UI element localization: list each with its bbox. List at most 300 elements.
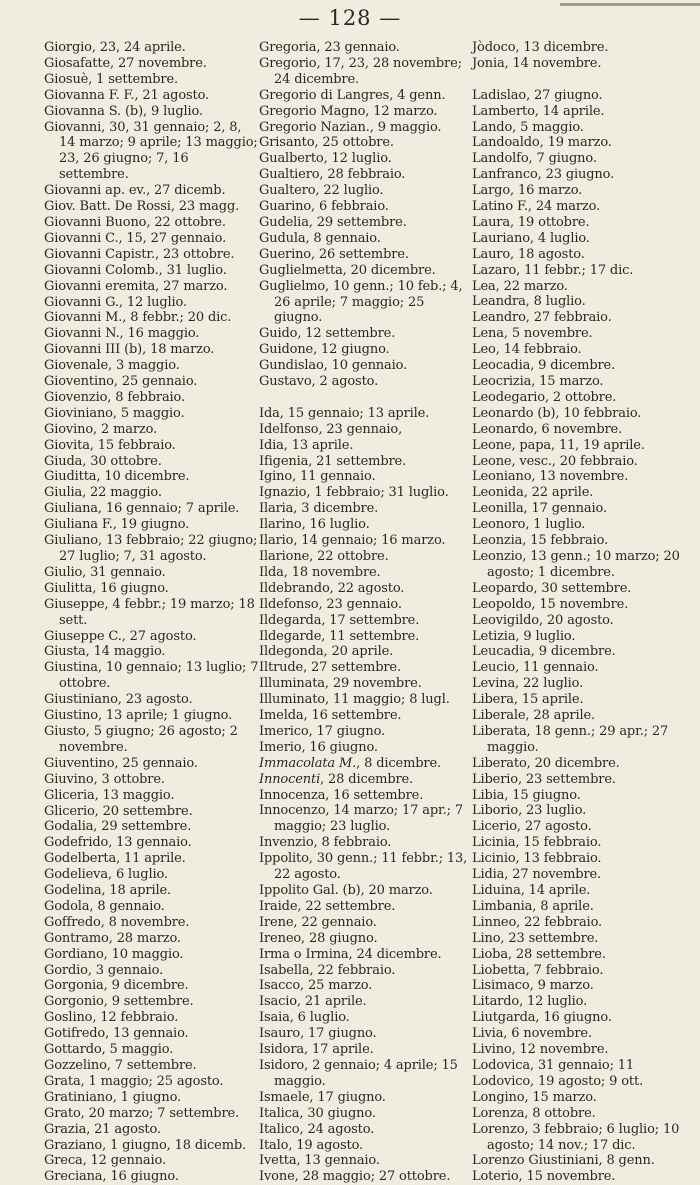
calendar-entry [259, 788, 472, 804]
calendar-entry [472, 231, 694, 247]
calendar-entry [44, 708, 259, 724]
entry-text: Libia, 15 giugno. [472, 787, 581, 803]
entry-text: Glicerio, 20 settembre. [44, 803, 193, 819]
entry-text: Lino, 23 settembre. [472, 930, 599, 946]
entry-text: Largo, 16 marzo. [472, 183, 583, 199]
entry-text: Leonilla, 17 gennaio. [472, 501, 607, 517]
calendar-entry [44, 978, 259, 994]
calendar-entry [472, 629, 694, 645]
calendar-entry [259, 279, 472, 327]
entry-italic-name: Innocenti [259, 771, 321, 787]
calendar-entry [44, 422, 259, 438]
calendar-entry [44, 1138, 259, 1154]
entry-text: Livia, 6 novembre. [472, 1026, 592, 1042]
entry-text: Lioba, 28 settembre. [472, 946, 606, 962]
entry-text: Giuliana, 16 gennaio; 7 aprile. [44, 501, 240, 517]
entry-text: Leucio, 11 gennaio. [472, 660, 599, 676]
entry-text: Ilaria, 3 dicembre. [259, 501, 379, 517]
entry-text: Giovino, 2 marzo. [44, 421, 158, 437]
entry-text: Giovanna F. F., 21 agosto. [44, 87, 210, 103]
calendar-entry [259, 565, 472, 581]
calendar-entry [259, 708, 472, 724]
entry-text: Ismaele, 17 giugno. [259, 1089, 386, 1105]
entry-text: Gustavo, 2 agosto. [259, 374, 379, 390]
calendar-entry [472, 947, 694, 963]
calendar-entry [472, 1106, 694, 1122]
calendar-entry [44, 517, 259, 533]
entry-text: Lena, 5 novembre. [472, 326, 593, 342]
entry-text: Levina, 22 luglio. [472, 676, 584, 692]
calendar-entry [472, 310, 694, 326]
entry-text: Lorenzo, 3 febbraio; 6 luglio; 10 agosto; 14 nov.; 17 dic. [472, 1121, 680, 1153]
entry-text: Licinio, 13 febbraio. [472, 851, 602, 867]
entry-text: Licerio, 27 agosto. [472, 819, 592, 835]
entry-text: Greca, 12 gennaio. [44, 1153, 166, 1169]
entry-text: Ildegarde, 11 settembre. [259, 628, 420, 644]
column-3 [472, 40, 694, 1185]
entry-text: Godelina, 18 aprile. [44, 883, 172, 899]
entry-text: Lazaro, 11 febbr.; 17 dic. [472, 262, 634, 278]
entry-text: Giuda, 30 ottobre. [44, 453, 162, 469]
calendar-entry [44, 851, 259, 867]
entry-text: Leandro, 27 febbraio. [472, 310, 612, 326]
calendar-entry [472, 469, 694, 485]
entry-text: Longino, 15 marzo. [472, 1089, 597, 1105]
entry-text: Lea, 22 marzo. [472, 278, 568, 294]
calendar-entry [472, 581, 694, 597]
calendar-entry [44, 72, 259, 88]
entry-text: Giovanni, 30, 31 gennaio; 2, 8, 14 marzo; 9 aprile; 13 maggio; 23, 26 giugno; 7, 16 settembre. [44, 119, 258, 183]
entry-text: Gratiniano, 1 giugno. [44, 1089, 182, 1105]
calendar-entry [472, 978, 694, 994]
entry-text: Isidora, 17 aprile. [259, 1042, 374, 1058]
entry-text: Lodovica, 31 gennaio; 11 [472, 1057, 635, 1073]
calendar-entry [259, 151, 472, 167]
calendar-entry [259, 167, 472, 183]
entry-text: Grata, 1 maggio; 25 agosto. [44, 1073, 224, 1089]
calendar-entry [44, 1106, 259, 1122]
entry-text: Idelfonso, 23 gennaio, [259, 421, 403, 437]
calendar-entry [472, 899, 694, 915]
calendar-entry [44, 835, 259, 851]
calendar-entry [259, 851, 472, 883]
calendar-entry [259, 1010, 472, 1026]
calendar-entry [259, 994, 472, 1010]
entry-text: Ildegarda, 17 settembre. [259, 612, 420, 628]
entry-text: Guglielmo, 10 genn.; 10 feb.; 4, 26 aprile; 7 maggio; 25 giugno. [259, 278, 463, 326]
calendar-entry [259, 1138, 472, 1154]
entry-text: Gotifredo, 13 gennaio. [44, 1026, 189, 1042]
entry-text: Giovanni G., 12 luglio. [44, 294, 187, 310]
entry-text: Iltrude, 27 settembre. [259, 660, 401, 676]
entry-text: Giuvino, 3 ottobre. [44, 771, 165, 787]
calendar-entry [472, 915, 694, 931]
entry-text: Leone, papa, 11, 19 aprile. [472, 437, 645, 453]
entry-text: Lauro, 18 agosto. [472, 246, 585, 262]
entry-text: Giusta, 14 maggio. [44, 644, 166, 660]
calendar-entry [259, 1106, 472, 1122]
calendar-entry [259, 931, 472, 947]
calendar-entry [472, 788, 694, 804]
calendar-entry [44, 358, 259, 374]
entry-text: Giustina, 10 gennaio; 13 luglio; 7 ottobre. [44, 660, 259, 692]
calendar-entry [44, 947, 259, 963]
entry-text: Ivone, 28 maggio; 27 ottobre. [259, 1169, 451, 1185]
calendar-entry [472, 1169, 694, 1185]
entry-text: Livino, 12 novembre. [472, 1042, 609, 1058]
calendar-entry [472, 151, 694, 167]
calendar-entry [259, 422, 472, 438]
calendar-entry [472, 406, 694, 422]
calendar-entry [44, 883, 259, 899]
entry-text: Igino, 11 gennaio. [259, 469, 376, 485]
entry-text: Gorgonia, 9 dicembre. [44, 978, 189, 994]
entry-text: Litardo, 12 luglio. [472, 994, 588, 1010]
entry-text: Leopoldo, 15 novembre. [472, 596, 629, 612]
calendar-entry [44, 485, 259, 501]
calendar-entry [259, 597, 472, 613]
entry-text: Letizia, 9 luglio. [472, 628, 576, 644]
calendar-entry [44, 819, 259, 835]
entry-text: Liberato, 20 dicembre. [472, 755, 620, 771]
calendar-entry [472, 994, 694, 1010]
calendar-entry [472, 708, 694, 724]
calendar-entry [472, 724, 694, 756]
calendar-entry [44, 772, 259, 788]
calendar-entry [259, 342, 472, 358]
entry-text: Godelberta, 11 aprile. [44, 851, 186, 867]
entry-text: Gozzelino, 7 settembre. [44, 1058, 197, 1073]
calendar-entry [472, 613, 694, 629]
calendar-entry [472, 279, 694, 295]
calendar-entry [44, 915, 259, 931]
calendar-entry [44, 406, 259, 422]
calendar-entry [44, 660, 259, 692]
calendar-entry [44, 104, 259, 120]
calendar-entry [472, 294, 694, 310]
calendar-entry [259, 1090, 472, 1106]
calendar-entry [259, 1122, 472, 1138]
entry-text: Ippolito, 30 genn.; 11 febbr.; 13, 22 agosto. [259, 851, 468, 883]
entry-text: Irma o Irmina, 24 dicembre. [259, 946, 442, 962]
entry-text: Leocrizia, 15 marzo. [472, 374, 604, 390]
calendar-entry [44, 1169, 259, 1185]
calendar-entry [259, 263, 472, 279]
calendar-entry [44, 1042, 259, 1058]
entry-text: Giosuè, 1 settembre. [44, 71, 178, 87]
calendar-entry [259, 724, 472, 740]
entry-text: Liberio, 23 settembre. [472, 771, 616, 787]
calendar-entry [259, 231, 472, 247]
entry-text: Grisanto, 25 ottobre. [259, 135, 394, 151]
entry-text: Ildegonda, 20 aprile. [259, 644, 394, 660]
entry-text: Italico, 24 agosto. [259, 1121, 375, 1137]
calendar-entry [472, 120, 694, 136]
calendar-entry [472, 485, 694, 501]
entry-text: Liduina, 14 aprile. [472, 883, 591, 899]
entry-text: Ildefonso, 23 gennaio. [259, 596, 402, 612]
entry-text: Landolfo, 7 giugno. [472, 151, 597, 167]
calendar-entry [259, 772, 472, 788]
entry-text: Giovanni C., 15, 27 gennaio. [44, 230, 227, 246]
entry-text: Lidia, 27 novembre. [472, 867, 602, 883]
entry-text: Leonardo (b), 10 febbraio. [472, 405, 642, 421]
entry-text: Lauriano, 4 luglio. [472, 230, 590, 246]
entry-text: Italica, 30 giugno. [259, 1105, 376, 1121]
calendar-entry [472, 56, 694, 72]
calendar-entry [472, 422, 694, 438]
calendar-entry [472, 644, 694, 660]
entry-text: Gliceria, 13 maggio. [44, 787, 175, 803]
entry-text: Giovanni Buono, 22 ottobre. [44, 214, 226, 230]
entry-text: Giustino, 13 aprile; 1 giugno. [44, 708, 233, 724]
entry-text: Gualtiero, 28 febbraio. [259, 167, 406, 183]
entry-text: Guidone, 12 giugno. [259, 342, 390, 358]
entry-text: Leodegario, 2 ottobre. [472, 389, 617, 405]
calendar-entry [259, 135, 472, 151]
entry-text: Limbania, 8 aprile. [472, 898, 594, 914]
calendar-entry [259, 947, 472, 963]
calendar-entry [472, 883, 694, 899]
entry-text: Gorgonio, 9 settembre. [44, 994, 194, 1010]
calendar-entry [259, 756, 472, 772]
calendar-entry [472, 501, 694, 517]
calendar-entry [472, 517, 694, 533]
entry-text: Leonida, 22 aprile. [472, 485, 594, 501]
entry-text: Leonzia, 15 febbraio. [472, 533, 609, 549]
calendar-entry [472, 867, 694, 883]
entry-text: Gioviniano, 5 maggio. [44, 405, 185, 421]
calendar-entry [44, 231, 259, 247]
calendar-entry [44, 533, 259, 565]
entry-text: Gordiano, 10 maggio. [44, 946, 184, 962]
column-2 [259, 40, 472, 1185]
entry-text: Gualtero, 22 luglio. [259, 183, 384, 199]
entry-text: Imerio, 16 giugno. [259, 739, 378, 755]
entry-text: Godefrido, 13 gennaio. [44, 835, 192, 851]
entry-text: Iraide, 22 settembre. [259, 898, 396, 914]
entry-text: Licinia, 15 febbraio. [472, 835, 602, 851]
calendar-entry [259, 406, 472, 422]
entry-text: Guglielmetta, 20 dicembre. [259, 262, 436, 278]
entry-text: Leocadia, 9 dicembre. [472, 358, 616, 374]
calendar-entry [472, 438, 694, 454]
entry-text: Ladislao, 27 giugno. [472, 87, 603, 103]
calendar-entry [44, 1026, 259, 1042]
entry-text: Leone, vesc., 20 febbraio. [472, 453, 638, 469]
calendar-entry [259, 517, 472, 533]
entry-text: Graziano, 1 giugno, 18 dicemb. [44, 1137, 247, 1153]
calendar-entry [472, 533, 694, 549]
entry-text: Leo, 14 febbraio. [472, 342, 582, 358]
calendar-entry [259, 183, 472, 199]
entry-text: Giovanni N., 16 maggio. [44, 326, 200, 342]
calendar-entry [472, 358, 694, 374]
entry-text: , 28 dicembre. [320, 771, 414, 787]
calendar-entry [472, 183, 694, 199]
calendar-entry [472, 104, 694, 120]
entry-text: Goslino, 12 febbraio. [44, 1010, 179, 1026]
entry-text: Giovita, 15 febbraio. [44, 437, 176, 453]
calendar-entry [259, 740, 472, 756]
entry-text: Godelieva, 6 luglio. [44, 867, 168, 883]
entry-text: Giosafatte, 27 novembre. [44, 55, 207, 71]
entry-text: Lorenza, 8 ottobre. [472, 1105, 596, 1121]
calendar-entry [472, 40, 694, 56]
entry-text: Ilarino, 16 luglio. [259, 517, 370, 533]
calendar-entry [472, 597, 694, 613]
calendar-entry [472, 263, 694, 279]
entry-text: Giovanna S. (b), 9 luglio. [44, 103, 203, 119]
entry-text: Giulio, 31 gennaio. [44, 564, 166, 580]
calendar-entry [259, 454, 472, 470]
calendar-entry [472, 342, 694, 358]
entry-text: Giusto, 5 giugno; 26 agosto; 2 novembre. [44, 723, 238, 755]
calendar-entry [44, 899, 259, 915]
entry-text: Invenzio, 8 febbraio. [259, 835, 392, 851]
entry-text: Idia, 13 aprile. [259, 437, 354, 453]
entry-text: Leoniano, 13 novembre. [472, 469, 629, 485]
calendar-entry [259, 104, 472, 120]
entry-text: Giuliano, 13 febbraio; 22 giugno; 27 luglio; 7, 31 agosto. [44, 533, 258, 564]
calendar-entry [44, 295, 259, 311]
entry-text: Ireneo, 28 giugno. [259, 930, 378, 946]
entry-text: Giuditta, 10 dicembre. [44, 469, 190, 485]
calendar-entry [472, 247, 694, 263]
calendar-entry [44, 310, 259, 326]
entry-text: Loterio, 15 novembre. [472, 1169, 616, 1185]
entry-text: Illuminata, 29 novembre. [259, 676, 422, 692]
calendar-entry [472, 963, 694, 979]
calendar-entry [44, 199, 259, 215]
calendar-entry [44, 263, 259, 279]
entry-text: Leonoro, 1 luglio. [472, 517, 586, 533]
calendar-entry [472, 803, 694, 819]
entry-text: Gregorio Nazian., 9 maggio. [259, 119, 442, 135]
calendar-entry [44, 40, 259, 56]
calendar-entry [472, 1010, 694, 1026]
calendar-entry [259, 326, 472, 342]
entry-text: Ifigenia, 21 settembre. [259, 453, 407, 469]
calendar-entry [472, 326, 694, 342]
entry-text: Innocenzo, 14 marzo; 17 apr.; 7 maggio; 23 luglio. [259, 803, 463, 835]
entry-text: Leucadia, 9 dicembre. [472, 644, 616, 660]
entry-text: Giov. Batt. De Rossi, 23 magg. [44, 199, 240, 215]
calendar-entry [259, 978, 472, 994]
entry-text: Gontramo, 28 marzo. [44, 930, 181, 946]
entry-text: Gregoria, 23 gennaio. [259, 40, 400, 55]
calendar-entry [44, 1122, 259, 1138]
calendar-entry [472, 374, 694, 390]
calendar-entry [44, 438, 259, 454]
entry-text: Godalia, 29 settembre. [44, 819, 192, 835]
calendar-entry [472, 692, 694, 708]
calendar-entry [259, 1169, 472, 1185]
entry-text: Gregorio di Langres, 4 genn. [259, 87, 446, 103]
calendar-entry [472, 199, 694, 215]
calendar-entry [44, 724, 259, 756]
calendar-entry [259, 803, 472, 835]
calendar-entry [259, 358, 472, 374]
calendar-entry [472, 931, 694, 947]
entry-text: Gregorio Magno, 12 marzo. [259, 103, 438, 119]
calendar-entry [44, 56, 259, 72]
entry-text: Giuseppe, 4 febbr.; 19 marzo; 18 sett. [44, 596, 255, 628]
entry-text: Guarino, 6 febbraio. [259, 199, 389, 215]
calendar-entry [259, 501, 472, 517]
entry-text: Illuminato, 11 maggio; 8 lugl. [259, 692, 450, 708]
entry-text: Isaia, 6 luglio. [259, 1010, 350, 1026]
entry-text: Giovanni M., 8 febbr.; 20 dic. [44, 310, 232, 326]
calendar-entry [472, 676, 694, 692]
calendar-entry [259, 533, 472, 549]
calendar-entry [472, 215, 694, 231]
entry-text: Leovigildo, 20 agosto. [472, 612, 614, 628]
entry-text: Leonardo, 6 novembre. [472, 421, 623, 437]
entry-text: Ilda, 18 novembre. [259, 564, 381, 580]
entry-text: Gottardo, 5 maggio. [44, 1042, 174, 1058]
entry-text: Imelda, 16 settembre. [259, 708, 402, 724]
calendar-entry [472, 1058, 694, 1074]
entry-text: Lando, 5 maggio. [472, 119, 584, 135]
entry-text: Lorenzo Giustiniani, 8 genn. [472, 1153, 655, 1169]
entry-text: Giovanni eremita, 27 marzo. [44, 278, 228, 294]
entry-text: Ildebrando, 22 agosto. [259, 580, 405, 596]
calendar-entry [259, 88, 472, 104]
calendar-entry [259, 247, 472, 263]
calendar-entry [259, 485, 472, 501]
calendar-entry [259, 883, 472, 899]
entry-text: Isabella, 22 febbraio. [259, 962, 396, 978]
calendar-entry [44, 1074, 259, 1090]
calendar-entry [472, 1026, 694, 1042]
calendar-entry [472, 756, 694, 772]
entry-text: Gregorio, 17, 23, 28 novembre; 24 dicembre. [259, 55, 462, 87]
calendar-entry [259, 199, 472, 215]
entry-text: Italo, 19 agosto. [259, 1137, 364, 1153]
calendar-entry [44, 581, 259, 597]
entry-text: Giustiniano, 23 agosto. [44, 692, 193, 708]
entry-text: Irene, 22 gennaio. [259, 914, 377, 930]
calendar-entry [44, 565, 259, 581]
calendar-entry [259, 438, 472, 454]
entry-text: Gudula, 8 gennaio. [259, 230, 381, 246]
calendar-entry [44, 597, 259, 629]
entry-text: Lisimaco, 9 marzo. [472, 978, 594, 994]
calendar-entry [472, 835, 694, 851]
calendar-entry [44, 183, 259, 199]
calendar-entry [44, 994, 259, 1010]
entry-text: Liobetta, 7 febbraio. [472, 962, 604, 978]
calendar-entry [44, 1090, 259, 1106]
calendar-entry [472, 772, 694, 788]
calendar-entry [44, 279, 259, 295]
calendar-entry [259, 1026, 472, 1042]
entry-text: Leandra, 8 luglio. [472, 294, 586, 310]
calendar-entry [259, 613, 472, 629]
calendar-entry [259, 374, 472, 390]
calendar-entry [472, 135, 694, 151]
calendar-entry [44, 342, 259, 358]
calendar-entry [472, 1153, 694, 1169]
calendar-entry [259, 835, 472, 851]
entry-text: Ilarione, 22 ottobre. [259, 548, 389, 564]
calendar-entry [44, 390, 259, 406]
calendar-entry [44, 1153, 259, 1169]
calendar-entry [259, 549, 472, 565]
entry-text: Giovanni III (b), 18 marzo. [44, 342, 215, 358]
entry-text: Landoaldo, 19 marzo. [472, 135, 612, 151]
